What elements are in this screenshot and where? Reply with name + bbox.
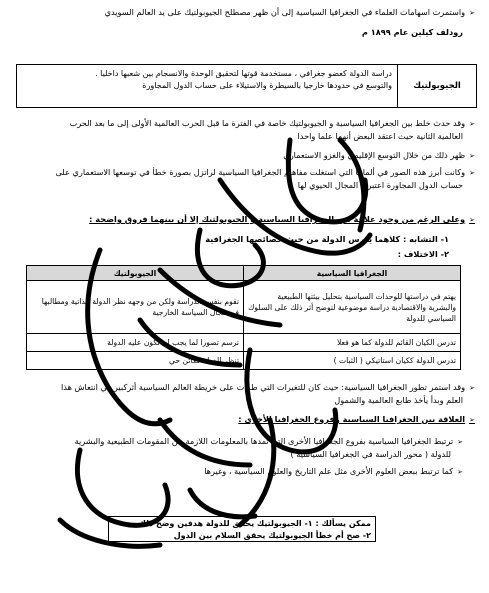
- table-header-political-geography: الجغرافيا السياسية: [244, 266, 461, 281]
- paragraph-line: ➢ كما ترتبط ببعض العلوم الأخرى مثل علم التاريخ والعلوم السياسية ، وغيرها: [14, 466, 463, 478]
- difference-heading: ٢- الاختلاف :: [397, 249, 449, 259]
- comparison-table: [26, 265, 461, 370]
- paragraph-line: ➢ ظهر ذلك من خلال التوسع الإقليمي والغزو الاستعماري: [14, 150, 475, 162]
- table-cell: يهتم في دراستها للوحدات السياسية بتحليل بيئتها الطبيعية والبشرية والاقتصادية دراسة موضوعية لتوضح أثر ذلك على السلوك السياسي للدولة: [244, 281, 461, 334]
- similarity-line: ١- التشابه : كلاهما يدرس الدولة من حيث خصائصها الجغرافية: [205, 234, 449, 244]
- table-row: [27, 352, 461, 370]
- exam-hint-line: ممكن يسألك : ١- الجيوبولتيك يحقق للدولة هدفين وضح ذلك: [138, 519, 371, 528]
- table-header-geopolitics: الجيوبولتيك: [27, 266, 244, 281]
- paragraph-line: ➢ ترتبط الجغرافيا السياسية بفروع الجغرافيا الأخرى التي تمدها بالمعلومات اللازمة عن المقومات الطبيعية والبشرية: [14, 436, 463, 448]
- definition-term: الجيوبولتيك: [397, 65, 476, 107]
- exam-hint-box: [108, 516, 376, 542]
- table-row: [27, 281, 461, 334]
- definition-text: [21, 68, 392, 92]
- table-row: [27, 334, 461, 352]
- paragraph-line: ➢ واستمرت اسهامات العلماء في الجغرافيا السياسية إلى أن ظهر مصطلح الجيوبولتيك على يد العالم السويدي: [14, 7, 475, 19]
- definition-box: [16, 64, 477, 108]
- paragraph-line: ➢ وقد استمر تطور الجغرافيا السياسية: حيث كان للتغيرات التي طرأت على خريطة العالم السياسية أثركبير في انتعاش هذا: [14, 382, 475, 394]
- paragraph-line: ➢ وقد حدث خلط بين الجغرافيا السياسية و الجيوبولتيك خاصة في الفترة ما قبل الحرب العالمية الأولى إلى ما بعد الحرب: [14, 118, 475, 130]
- paragraph-line: حساب الدول المجاورة اعتبرها المجال الحيوي لها: [297, 180, 463, 190]
- exam-hint-line: ٢- صح أم خطأ الجيوبولتيك يحقق السلام بين الدول: [173, 531, 371, 540]
- definition-line: والتوسع في حدودها خارجيا بالسيطرة والاستيلاء على حساب الدول المجاورة: [142, 81, 392, 90]
- table-cell: تنظر للدولة ككائن حي: [27, 352, 244, 370]
- paragraph-line: العالمية الثانية حيث اعتقد البعض أنهما علما واحدا: [297, 131, 463, 141]
- table-cell: تدرس الكيان القائم للدولة كما هو فعلا: [244, 334, 461, 352]
- table-cell: تدرس الدولة ككيان استاتيكي ( الثبات ): [244, 352, 461, 370]
- paragraph-line: ➢ وكانت أبرز هذه الصور في ألمانيا التي استغلت مفاهيم الجغرافيا السياسية لراتزل بصورة خطأ في توسعها الاستعماري على: [14, 167, 475, 179]
- paragraph-line: رودلف كيلين عام ١٨٩٩ م: [361, 27, 463, 37]
- paragraph-line: العلم وبدأ يأخذ طابع العالمية والشمول: [334, 395, 463, 405]
- section-heading: ➢ وعلى الرغم من وجود علاقة بين الجغرافيا السياسية و الجيوبولتيك إلا أن بينهما فروق واضحة :: [14, 214, 475, 226]
- paragraph-line: للدولة ( محور الدراسة في الجغرافيا السياسية ): [290, 449, 451, 459]
- table-cell: تقوم بنفس الدراسة ولكن من وجهه نظر الدولة الذاتية ومطالبها في مجال السياسة الخارجية: [27, 281, 244, 334]
- definition-line: دراسة الدولة كعضو جغرافي ، مستخدمة قوتها لتحقيق الوحدة والانسجام بين شعبها داخليا .: [95, 69, 392, 78]
- table-cell: ترسم تصورا لما يجب ان تكون عليه الدولة: [27, 334, 244, 352]
- section-heading: ➢ العلاقة بين الجغرافيا السياسية وفروع الجغرافيا الأخرى :: [14, 414, 475, 426]
